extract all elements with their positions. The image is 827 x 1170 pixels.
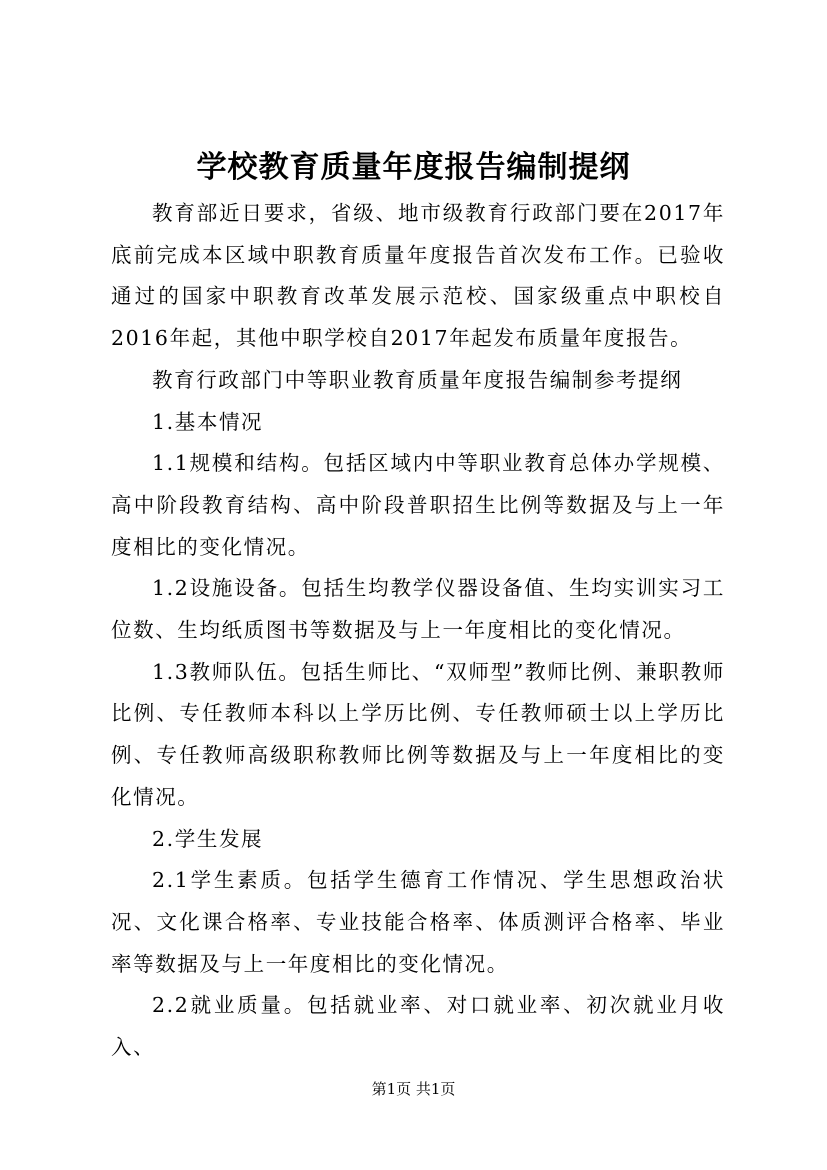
intro-paragraph: 教育部近日要求，省级、地市级教育行政部门要在2017年底前完成本区域中职教育质量年度报告首次发布工作。已验收通过的国家中职教育改革发展示范校、国家级重点中职校自2016年起，其他中职学校自2017年起发布质量年度报告。 bbox=[111, 201, 725, 351]
document-title: 学校教育质量年度报告编制提纲 bbox=[196, 150, 631, 185]
section-paragraph-1-1: 1.1规模和结构。包括区域内中等职业教育总体办学规模、高中阶段教育结构、高中阶段普职招生比例等数据及与上一年度相比的变化情况。 bbox=[111, 451, 725, 559]
section-heading-2: 2.学生发展 bbox=[152, 826, 264, 851]
page-footer: 第1页 共1页 bbox=[371, 1080, 456, 1098]
document-body bbox=[111, 193, 725, 1069]
section-paragraph-1-3: 1.3教师队伍。包括生师比、“双师型”教师比例、兼职教师比例、专任教师本科以上学历比例、专任教师硕士以上学历比例、专任教师高级职称教师比例等数据及与上一年度相比的变化情况。 bbox=[111, 659, 725, 809]
outline-heading: 教育行政部门中等职业教育质量年度报告编制参考提纲 bbox=[152, 367, 683, 392]
section-heading-1: 1.基本情况 bbox=[152, 409, 264, 434]
section-paragraph-2-2: 2.2就业质量。包括就业率、对口就业率、初次就业月收入、 bbox=[111, 993, 725, 1060]
section-paragraph-1-2: 1.2设施设备。包括生均教学仪器设备值、生均实训实习工位数、生均纸质图书等数据及与上一年度相比的变化情况。 bbox=[111, 576, 725, 643]
section-paragraph-2-1: 2.1学生素质。包括学生德育工作情况、学生思想政治状况、文化课合格率、专业技能合格率、体质测评合格率、毕业率等数据及与上一年度相比的变化情况。 bbox=[111, 868, 725, 976]
